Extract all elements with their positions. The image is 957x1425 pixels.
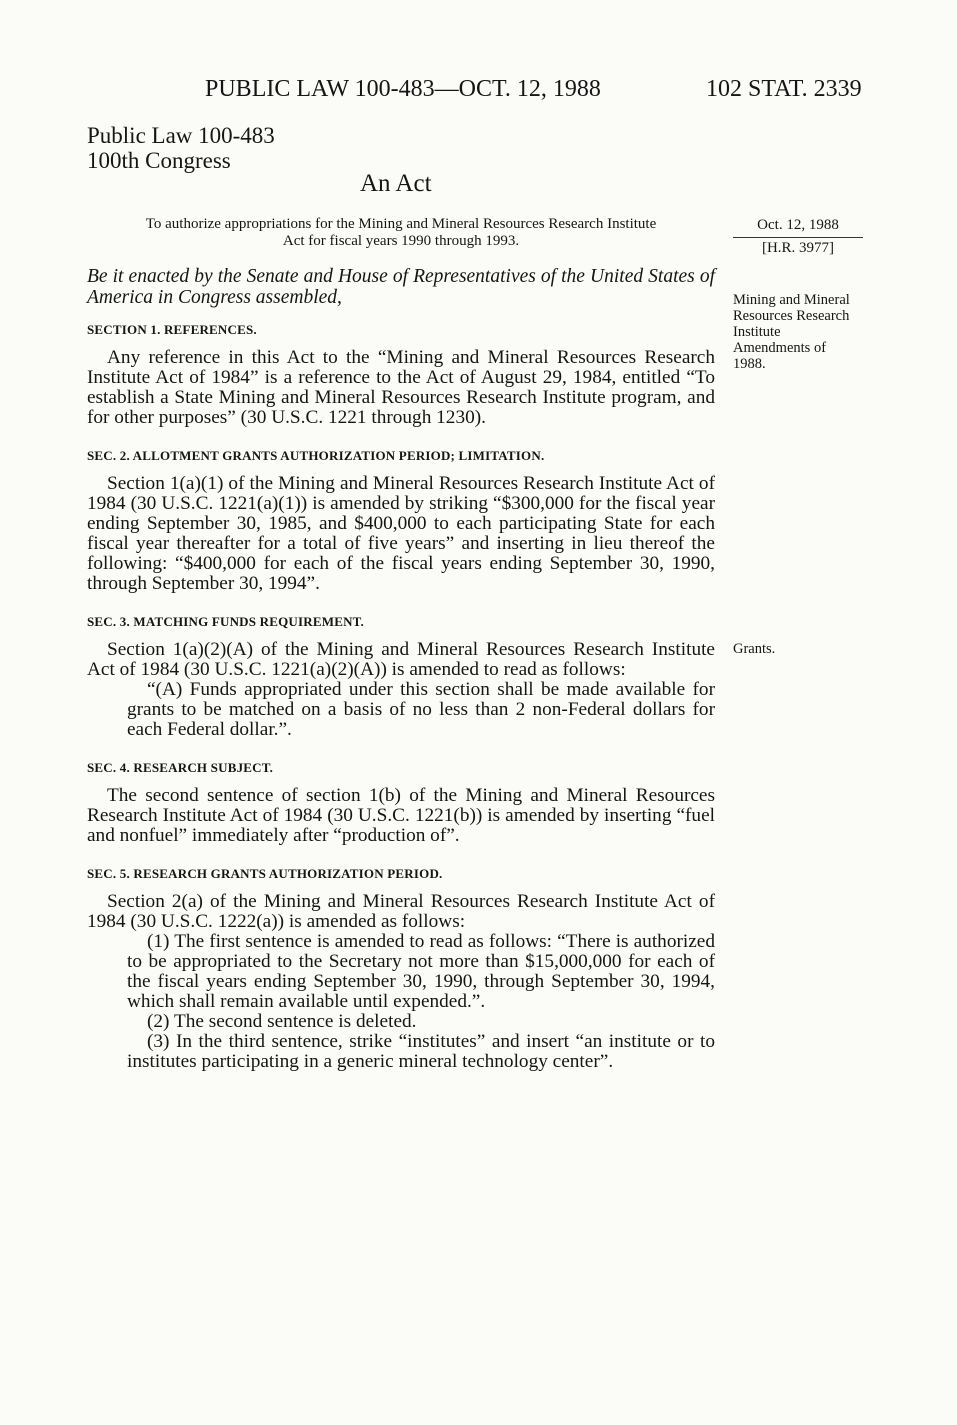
section-5-item-3: (3) In the third sentence, strike “institutes” and insert “an institute or to institutes participating in a generic mineral technology center”. xyxy=(127,1031,715,1072)
margin-grants-note: Grants. xyxy=(733,641,776,657)
act-body xyxy=(87,266,715,1072)
section-5-item-1: (1) The first sentence is amended to read as follows: “There is authorized to be appropriated to the Secretary not more than $15,000,000 for each of the fiscal years ending September 30, 1990, through September 30, 1994, which shall remain available until expended.”. xyxy=(127,931,715,1012)
margin-date-block xyxy=(733,217,863,257)
section-4-text: The second sentence of section 1(b) of the Mining and Mineral Resources Research Institute Act of 1984 (30 U.S.C. 1221(b)) is amended by inserting “fuel and nonfuel” immediately after “production of”. xyxy=(87,785,715,846)
section-2-text: Section 1(a)(1) of the Mining and Mineral Resources Research Institute Act of 1984 (30 U.S.C. 1221(a)(1)) is amended by striking “$300,000 for the fiscal year ending September 30, 1985, and $400,000 to each participating State for each fiscal year thereafter for a total of five years” and inserting in lieu thereof the following: “$400,000 for each of the fiscal years ending September 30, 1990, through September 30, 1994”. xyxy=(87,473,715,594)
stat-page-number: 102 STAT. 2339 xyxy=(706,76,862,102)
running-title: PUBLIC LAW 100-483—OCT. 12, 1988 xyxy=(205,76,601,102)
act-title: An Act xyxy=(360,170,432,197)
section-5-text: Section 2(a) of the Mining and Mineral Resources Research Institute Act of 1984 (30 U.S.C. 1222(a)) is amended as follows: xyxy=(87,891,715,932)
section-5-item-2: (2) The second sentence is deleted. xyxy=(147,1011,417,1032)
margin-divider xyxy=(733,237,863,238)
enacting-clause: Be it enacted by the Senate and House of Representatives of the United States of America in Congress assembled, xyxy=(87,266,715,308)
margin-short-title: Mining and Mineral Resources Research Institute Amendments of 1988. xyxy=(733,292,850,372)
purpose-line-2: Act for fiscal years 1990 through 1993. xyxy=(282,233,520,249)
section-5-heading: SEC. 5. RESEARCH GRANTS AUTHORIZATION PERIOD. xyxy=(87,866,443,881)
purpose-line-1: To authorize appropriations for the Mining and Mineral Resources Research Institute xyxy=(145,216,657,232)
section-4-heading: SEC. 4. RESEARCH SUBJECT. xyxy=(87,760,274,775)
section-2-heading: SEC. 2. ALLOTMENT GRANTS AUTHORIZATION PERIOD; LIMITATION. xyxy=(87,448,545,463)
section-3-text: Section 1(a)(2)(A) of the Mining and Mineral Resources Research Institute Act of 1984 (30 U.S.C. 1221(a)(2)(A)) is amended to read as follows: xyxy=(87,639,715,680)
margin-date: Oct. 12, 1988 xyxy=(757,217,839,233)
public-law-number: Public Law 100-483 xyxy=(87,123,275,148)
section-3-heading: SEC. 3. MATCHING FUNDS REQUIREMENT. xyxy=(87,614,365,629)
margin-bill-number: [H.R. 3977] xyxy=(761,240,835,256)
act-purpose xyxy=(87,216,715,250)
section-3-quote: “(A) Funds appropriated under this section shall be made available for grants to be matched on a basis of no less than 2 non-Federal dollars for each Federal dollar.”. xyxy=(127,679,715,740)
congress-number: 100th Congress xyxy=(87,148,231,173)
section-1-heading: SECTION 1. REFERENCES. xyxy=(87,322,257,337)
section-1-text: Any reference in this Act to the “Mining and Mineral Resources Research Institute Act of 1984” is a reference to the Act of August 29, 1984, entitled “To establish a State Mining and Mineral Resources Research Institute program, and for other purposes” (30 U.S.C. 1221 through 1230). xyxy=(87,347,715,428)
